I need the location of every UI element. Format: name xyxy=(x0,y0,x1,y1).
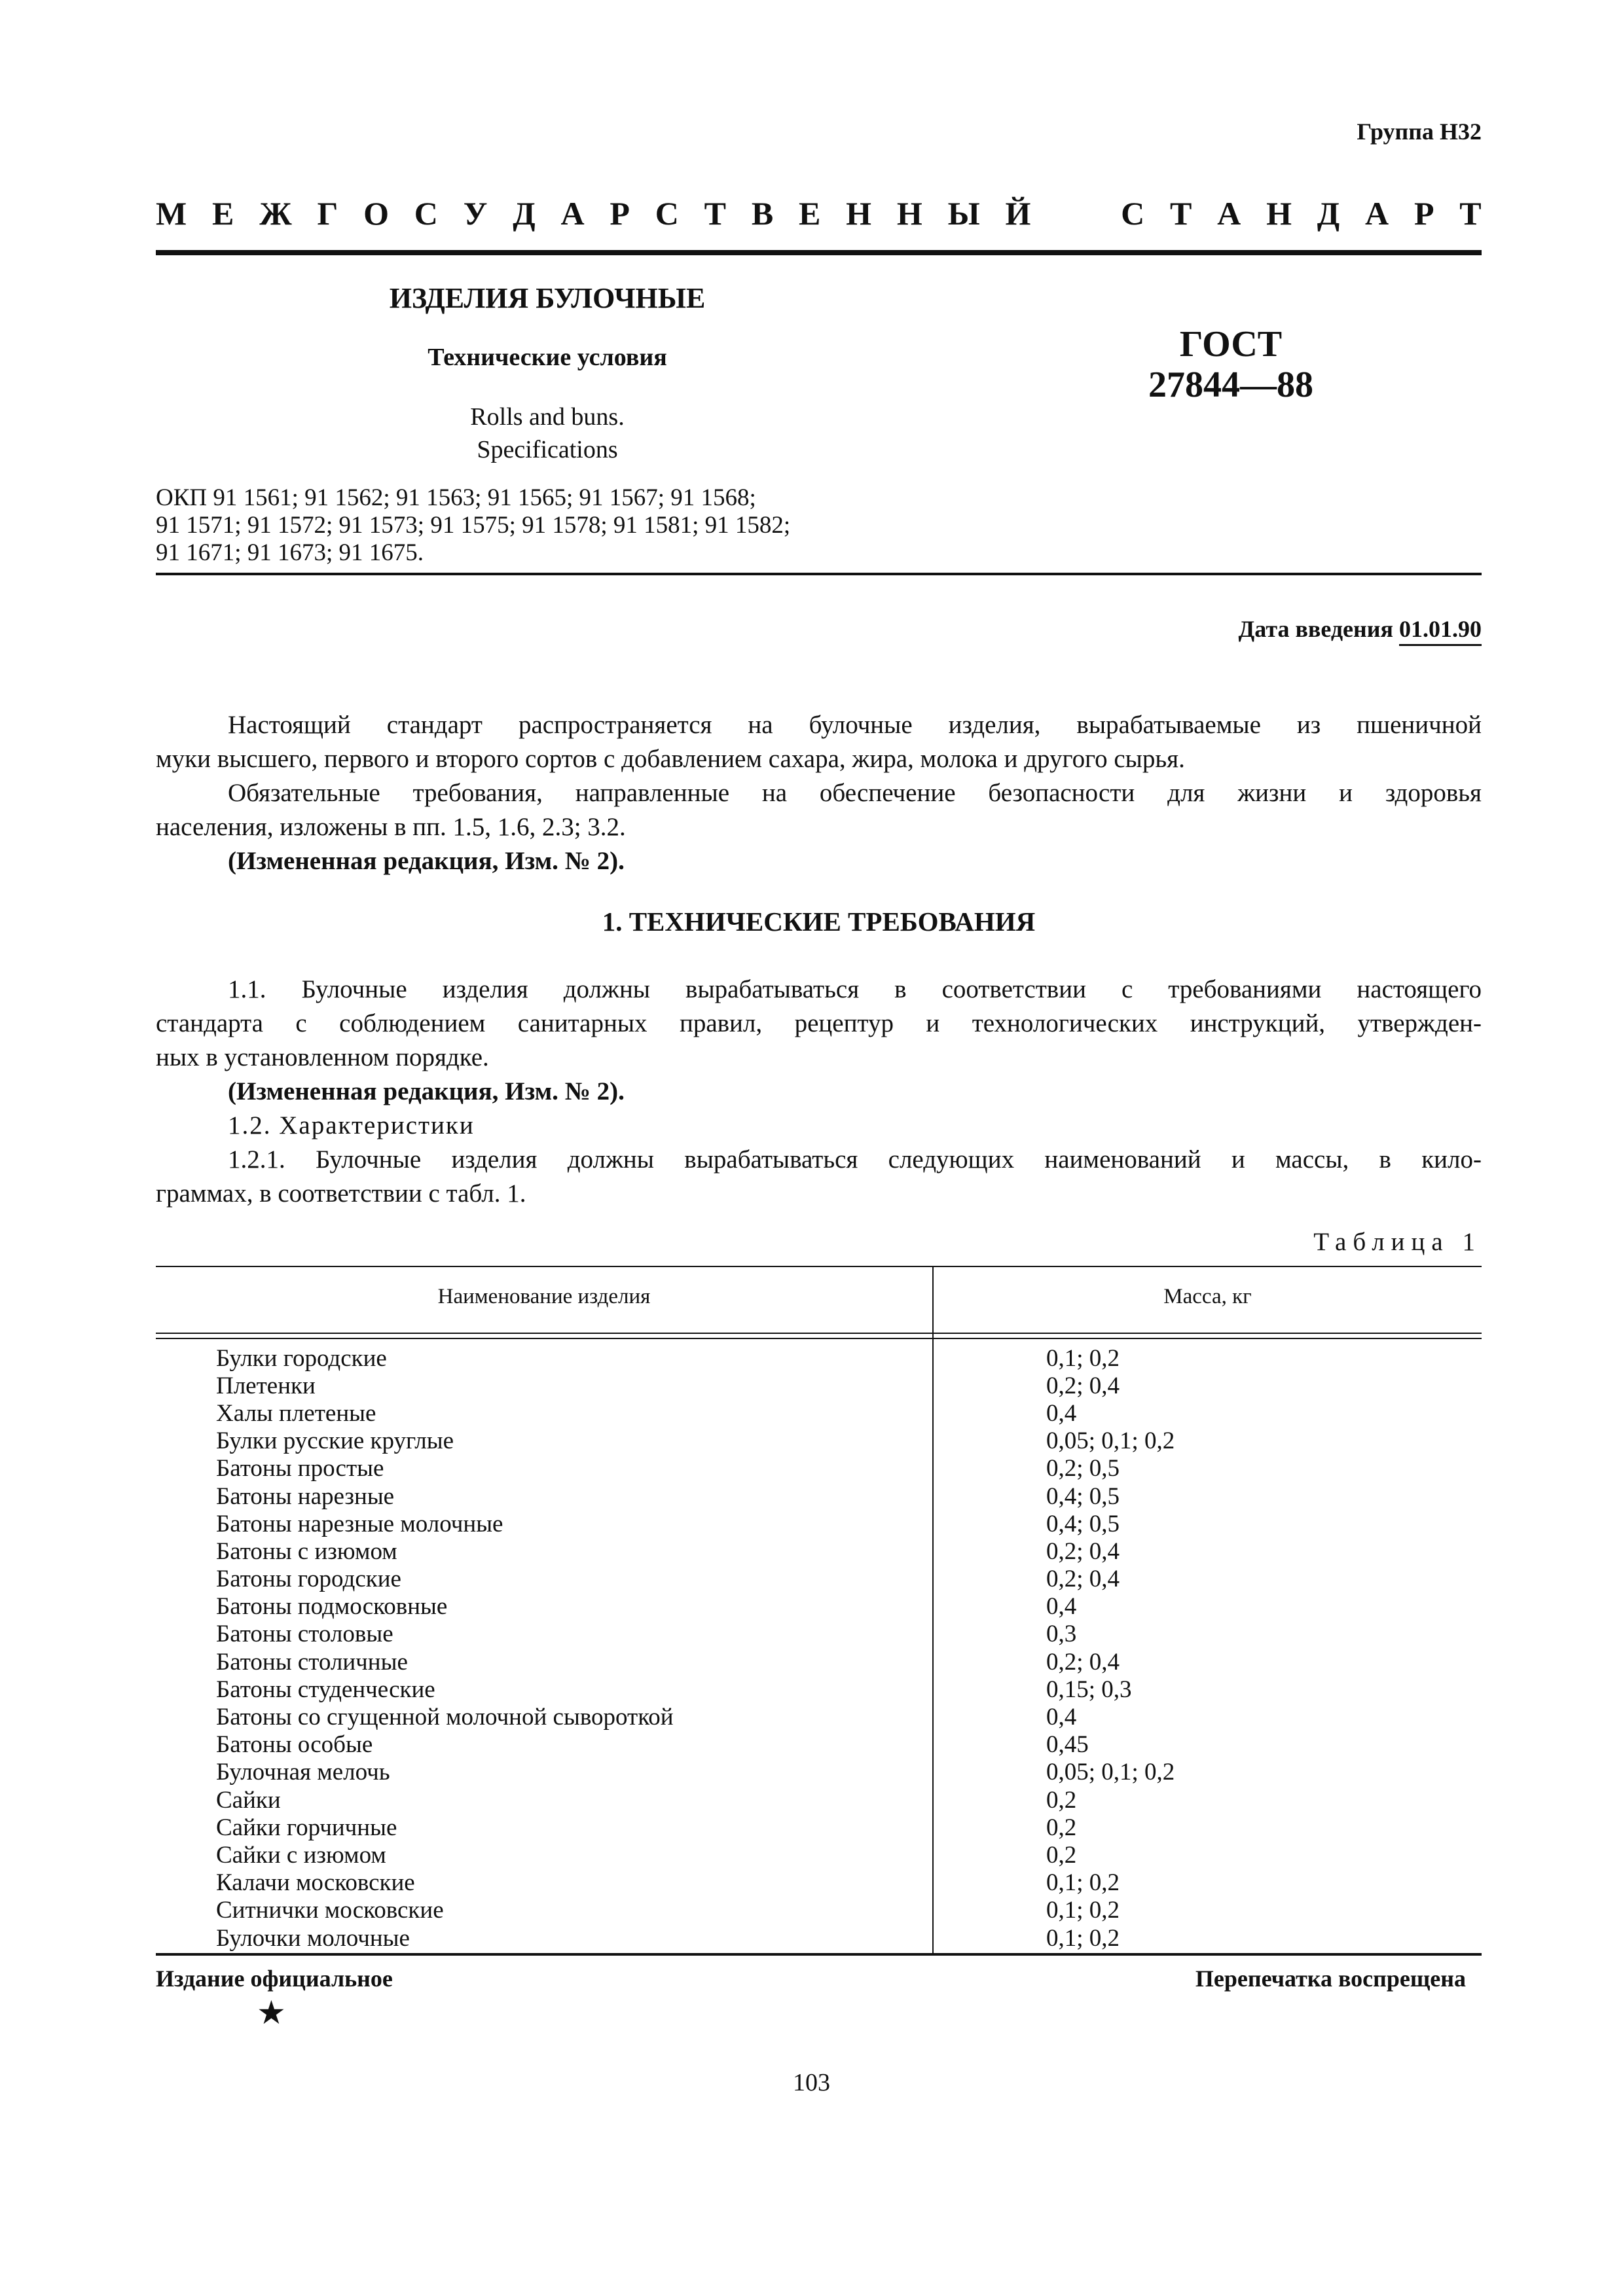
clause-1-1-line1: 1.1. Булочные изделия должны вырабатываться в соответствии с требованиями настоящего xyxy=(228,975,1482,1003)
title-letter: Н xyxy=(896,195,922,232)
table-row xyxy=(156,1427,1482,1455)
table-row xyxy=(156,1593,1482,1621)
mass-cell: 0,45 xyxy=(1046,1731,1089,1759)
title-letter: Т xyxy=(704,195,727,232)
table-top-rule xyxy=(156,1266,1482,1267)
intro-p1-line2: муки высшего, первого и второго сортов с добавлением сахара, жира, молока и другого сырья. xyxy=(156,745,1185,773)
table-row xyxy=(156,1621,1482,1648)
mass-cell: 0,3 xyxy=(1046,1621,1077,1648)
table-row xyxy=(156,1841,1482,1869)
intro-revision-note: (Измененная редакция, Изм. № 2). xyxy=(228,847,625,875)
page-number: 103 xyxy=(793,2069,830,2096)
product-name-cell: Халы плетеные xyxy=(216,1399,376,1427)
title-letter: М xyxy=(156,195,187,232)
product-name-cell: Батоны с изюмом xyxy=(216,1537,397,1565)
table-header-rule xyxy=(156,1338,1482,1339)
table-row xyxy=(156,1731,1482,1759)
table-row xyxy=(156,1482,1482,1510)
table-row xyxy=(156,1814,1482,1841)
product-name-cell: Сайки горчичные xyxy=(216,1814,397,1841)
table-row xyxy=(156,1759,1482,1786)
table-body xyxy=(156,1344,1482,1952)
gost-label: ГОСТ xyxy=(1179,324,1283,365)
table-row xyxy=(156,1897,1482,1924)
mass-cell: 0,4 xyxy=(1046,1399,1077,1427)
mass-cell: 0,2; 0,4 xyxy=(1046,1537,1120,1565)
mass-cell: 0,2; 0,4 xyxy=(1046,1566,1120,1593)
product-name-cell: Калачи московские xyxy=(216,1869,415,1897)
mass-cell: 0,4 xyxy=(1046,1704,1077,1731)
table-header-name: Наименование изделия xyxy=(437,1285,651,1308)
mass-cell: 0,1; 0,2 xyxy=(1046,1924,1120,1952)
title-letter: Н xyxy=(1266,195,1292,232)
product-name-cell: Сайки с изюмом xyxy=(216,1841,386,1869)
introduction-date-value: 01.01.90 xyxy=(1399,615,1482,646)
title-letter: Е xyxy=(212,195,234,232)
title-letter: В xyxy=(751,195,774,232)
product-name-cell: Булки русские круглые xyxy=(216,1427,454,1455)
mass-cell: 0,2; 0,5 xyxy=(1046,1455,1120,1482)
title-letter: Н xyxy=(846,195,872,232)
mass-cell: 0,2; 0,4 xyxy=(1046,1372,1120,1399)
table-row xyxy=(156,1676,1482,1703)
clause-1-2: 1.2. Характеристики xyxy=(228,1111,475,1139)
title-letter: Е xyxy=(799,195,821,232)
table-row xyxy=(156,1455,1482,1482)
title-letter: А xyxy=(1217,195,1241,232)
product-name-cell: Батоны подмосковные xyxy=(216,1593,448,1621)
mass-cell: 0,4; 0,5 xyxy=(1046,1482,1120,1510)
table-row xyxy=(156,1648,1482,1676)
mass-cell: 0,05; 0,1; 0,2 xyxy=(1046,1759,1175,1786)
introduction-date-label: Дата введения xyxy=(1238,616,1393,642)
table-label: Таблица 1 xyxy=(1313,1228,1482,1256)
product-name-cell: Булочки молочные xyxy=(216,1924,410,1952)
product-name-cell: Батоны столичные xyxy=(216,1648,408,1676)
official-edition-label: Издание официальное xyxy=(156,1965,393,1992)
product-title: ИЗДЕЛИЯ БУЛОЧНЫЕ xyxy=(389,282,706,314)
table-row xyxy=(156,1703,1482,1731)
group-label: Группа Н32 xyxy=(1357,118,1482,145)
title-letter: О xyxy=(363,195,389,232)
title-letter: С xyxy=(414,195,438,232)
interstate-standard-title xyxy=(156,194,1482,233)
product-name-cell: Батоны городские xyxy=(216,1566,401,1593)
product-name-cell: Батоны столовые xyxy=(216,1621,393,1648)
product-name-cell: Булочная мелочь xyxy=(216,1759,390,1786)
mass-cell: 0,1; 0,2 xyxy=(1046,1897,1120,1924)
title-letter: Т xyxy=(1459,195,1482,232)
intro-p2-line1: Обязательные требования, направленные на обеспечение безопасности для жизни и здоровья xyxy=(228,779,1482,807)
title-letter: Ж xyxy=(259,195,292,232)
product-name-cell: Батоны студенческие xyxy=(216,1676,435,1703)
clause-1-1-revision-note: (Измененная редакция, Изм. № 2). xyxy=(228,1077,625,1105)
product-name-cell: Сайки xyxy=(216,1786,281,1814)
title-letter: У xyxy=(463,195,488,232)
title-letter: С xyxy=(655,195,679,232)
title-letter: Д xyxy=(513,195,536,232)
table-row xyxy=(156,1924,1482,1952)
mass-cell: 0,15; 0,3 xyxy=(1046,1676,1132,1703)
okp-line: ОКП 91 1561; 91 1562; 91 1563; 91 1565; 91 1567; 91 1568; xyxy=(156,484,756,511)
introduction-date xyxy=(1239,615,1482,646)
title-letter: Т xyxy=(1169,195,1192,232)
table-bottom-rule xyxy=(156,1953,1482,1956)
table-row xyxy=(156,1566,1482,1593)
title-letter: Д xyxy=(1317,195,1340,232)
middle-rule xyxy=(156,573,1482,575)
product-name-cell: Булки городские xyxy=(216,1344,387,1372)
intro-p2-line2: населения, изложены в пп. 1.5, 1.6, 2.3; 3.2. xyxy=(156,813,626,841)
top-rule xyxy=(156,250,1482,255)
intro-p1-line1: Настоящий стандарт распространяется на булочные изделия, вырабатываемые из пшеничной xyxy=(228,711,1482,739)
table-row xyxy=(156,1372,1482,1399)
clause-1-1-line3: ных в установленном порядке. xyxy=(156,1043,489,1071)
title-letter: А xyxy=(560,195,585,232)
product-name-cell: Батоны простые xyxy=(216,1455,384,1482)
title-letter: Р xyxy=(1413,195,1434,232)
table-row xyxy=(156,1537,1482,1565)
reprint-prohibited-label: Перепечатка воспрещена xyxy=(1195,1965,1466,1992)
table-row xyxy=(156,1869,1482,1897)
product-name-cell: Плетенки xyxy=(216,1372,316,1399)
mass-cell: 0,2; 0,4 xyxy=(1046,1648,1120,1676)
clause-1-2-1-line1: 1.2.1. Булочные изделия должны вырабатываться следующих наименований и массы, в кило- xyxy=(228,1145,1482,1174)
product-name-cell: Батоны нарезные молочные xyxy=(216,1510,503,1537)
title-letter: С xyxy=(1121,195,1145,232)
mass-cell: 0,1; 0,2 xyxy=(1046,1344,1120,1372)
english-title-line1: Rolls and buns. xyxy=(470,403,625,431)
table-row xyxy=(156,1399,1482,1427)
star-icon: ★ xyxy=(257,1994,286,2031)
clause-1-2-1-line2: граммах, в соответствии с табл. 1. xyxy=(156,1179,526,1208)
product-name-cell: Батоны со сгущенной молочной сывороткой xyxy=(216,1704,674,1731)
product-subtitle: Технические условия xyxy=(428,344,667,371)
title-letter: А xyxy=(1365,195,1389,232)
mass-cell: 0,05; 0,1; 0,2 xyxy=(1046,1427,1175,1455)
clause-1-1-line2: стандарта с соблюдением санитарных правил, рецептур и технологических инструкций, утвержден- xyxy=(156,1009,1482,1037)
mass-cell: 0,4; 0,5 xyxy=(1046,1510,1120,1537)
table-row xyxy=(156,1510,1482,1537)
gost-number: 27844—88 xyxy=(1148,365,1313,405)
mass-cell: 0,1; 0,2 xyxy=(1046,1869,1120,1897)
mass-cell: 0,2 xyxy=(1046,1841,1077,1869)
mass-cell: 0,4 xyxy=(1046,1593,1077,1621)
section-heading: 1. ТЕХНИЧЕСКИЕ ТРЕБОВАНИЯ xyxy=(602,906,1036,937)
mass-cell: 0,2 xyxy=(1046,1786,1077,1814)
product-name-cell: Ситнички московские xyxy=(216,1897,444,1924)
table-row xyxy=(156,1786,1482,1814)
title-letter: Р xyxy=(610,195,630,232)
english-title-line2: Specifications xyxy=(477,436,618,463)
title-letter: Й xyxy=(1005,195,1031,232)
product-name-cell: Батоны нарезные xyxy=(216,1482,395,1510)
product-name-cell: Батоны особые xyxy=(216,1731,373,1759)
table-header-rule xyxy=(156,1333,1482,1334)
title-letter: Ы xyxy=(947,195,980,232)
table-row xyxy=(156,1344,1482,1372)
okp-line: 91 1671; 91 1673; 91 1675. xyxy=(156,539,424,566)
okp-codes xyxy=(156,484,1072,567)
okp-line: 91 1571; 91 1572; 91 1573; 91 1575; 91 1578; 91 1581; 91 1582; xyxy=(156,512,791,539)
english-title xyxy=(156,401,939,466)
title-letter: Г xyxy=(317,195,338,232)
table-header-mass: Масса, кг xyxy=(1163,1285,1252,1308)
mass-cell: 0,2 xyxy=(1046,1814,1077,1841)
